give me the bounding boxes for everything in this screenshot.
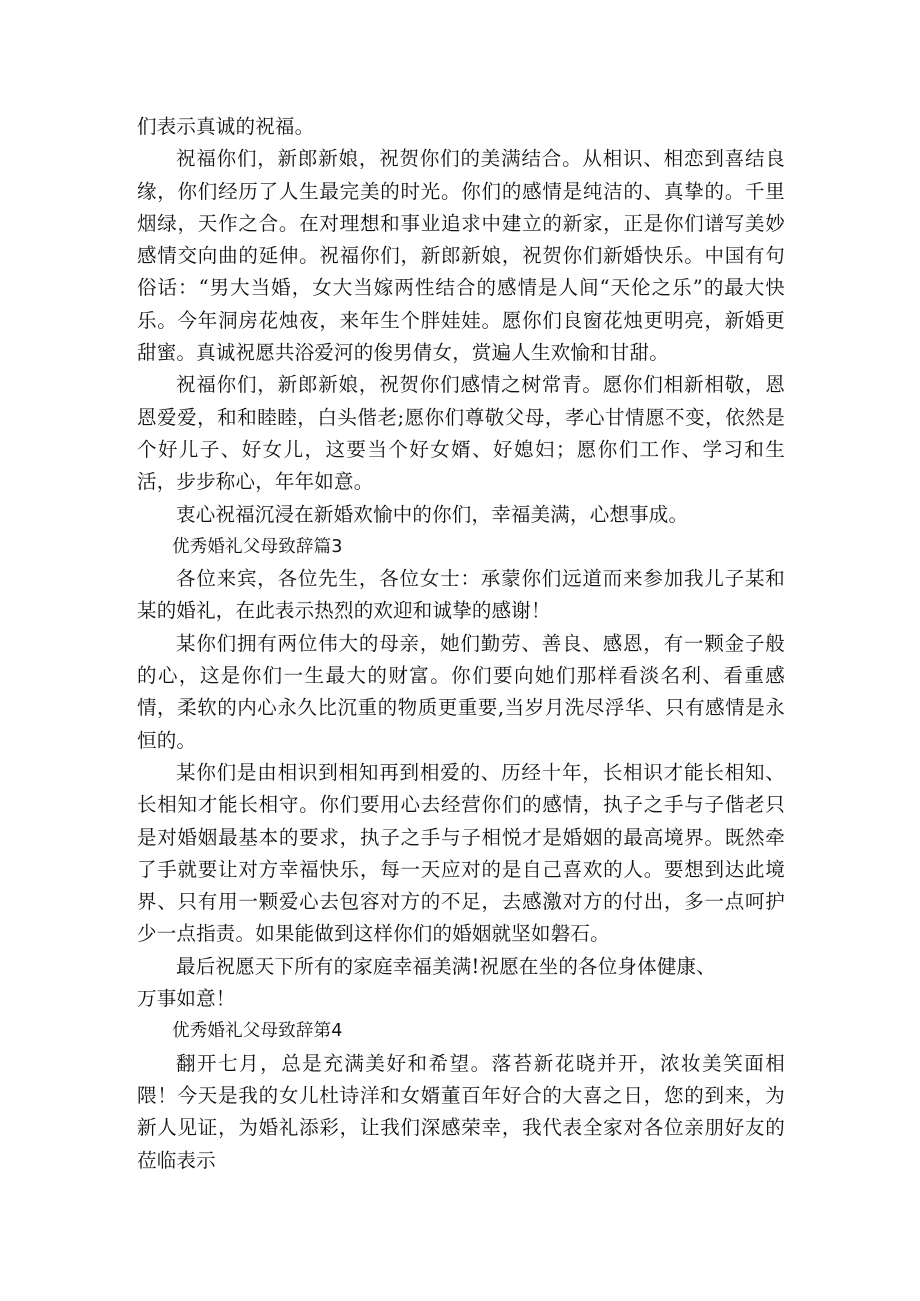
paragraph-10: 翻开七月，总是充满美好和希望。落苔新花晓并开，浓妆美笑面相隈！今天是我的女儿杜诗洋和女婿董百年好合的大喜之日，您的到来，为新人见证，为婚礼添彩，让我们深感荣幸，我代表全家对各位亲朋好友的莅临表示: [137, 1051, 785, 1172]
paragraph-1: 们表示真诚的祝福。: [137, 115, 315, 138]
section-heading-3: 优秀婚礼父母致辞篇3: [172, 536, 343, 557]
paragraph-9: 万事如意！: [137, 987, 236, 1011]
paragraph-6: 某你们拥有两位伟大的母亲，她们勤劳、善良、感恩，有一颗金子般的心，这是你们一生最大的财富。你们要向她们那样看淡名利、看重感情，柔软的内心永久比沉重的物质更重要,当岁月洗尽浮华、只有感情是永恒的。: [137, 631, 785, 752]
paragraph-5: 各位来宾，各位先生，各位女士：承蒙你们远道而来参加我儿子某和某的婚礼，在此表示热烈的欢迎和诚挚的感谢！: [137, 567, 785, 623]
document-body: [137, 111, 785, 1177]
section-heading-4: 优秀婚礼父母致辞第4: [172, 1021, 343, 1042]
paragraph-2: 祝福你们，新郎新娘，祝贺你们的美满结合。从相识、相恋到喜结良缘，你们经历了人生最完美的时光。你们的感情是纯洁的、真挚的。千里烟绿，天作之合。在对理想和事业追求中建立的新家，正是你们谱写美妙感情交向曲的延伸。祝福你们，新郎新娘，祝贺你们新婚快乐。中国有句俗话：“男大当婚，女大当嫁两性结合的感情是人间“天伦之乐”的最大快乐。今年洞房花烛夜，来年生个胖娃娃。愿你们良窗花烛更明亮，新婚更甜蜜。真诚祝愿共浴爱河的俊男倩女，赏遍人生欢愉和甘甜。: [137, 147, 785, 365]
paragraph-8: 最后祝愿天下所有的家庭幸福美满!祝愿在坐的各位身体健康、: [176, 954, 716, 978]
paragraph-4: 衷心祝福沉浸在新婚欢愉中的你们，幸福美满，心想事成。: [176, 502, 689, 526]
paragraph-7: 某你们是由相识到相知再到相爱的、历经十年，长相识才能长相知、长相知才能长相守。你们要用心去经营你们的感情，执子之手与子偕老只是对婚姻最基本的要求，执子之手与子相悦才是婚姻的最高境界。既然牵了手就要让对方幸福快乐，每一天应对的是自己喜欢的人。要想到达此境界、只有用一颗爱心去包容对方的不足，去感激对方的付出，多一点呵护少一点指责。如果能做到这样你们的婚姻就坚如磐石。: [137, 760, 785, 946]
paragraph-3: 祝福你们，新郎新娘，祝贺你们感情之树常青。愿你们相新相敬，恩恩爱爱，和和睦睦，白头偕老;愿你们尊敬父母，孝心甘情愿不变，依然是个好儿子、好女儿，这要当个好女婿、好媳妇；愿你们工作、学习和生活，步步称心，年年如意。: [137, 373, 785, 494]
